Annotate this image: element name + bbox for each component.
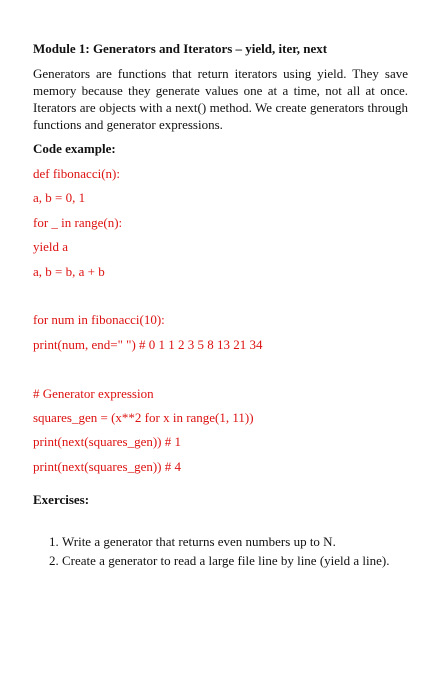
module-title: Module 1: Generators and Iterators – yield, iter, next	[33, 41, 328, 56]
code-heading: Code example:	[33, 141, 116, 156]
code-line: print(next(squares_gen)) # 4	[33, 458, 182, 474]
exercises-heading: Exercises:	[33, 491, 90, 507]
exercise-item: 2. Create a generator to read a large file line by line (yield a line).	[62, 551, 408, 570]
exercise-item: 1. Write a generator that returns even numbers up to N.	[62, 532, 408, 551]
code-line: a, b = b, a + b	[33, 263, 105, 279]
code-line-blank	[33, 360, 408, 377]
code-line: squares_gen = (x**2 for x in range(1, 11))	[33, 409, 254, 425]
code-line-blank	[33, 287, 408, 304]
code-example	[33, 165, 408, 475]
code-line: yield a	[33, 239, 69, 255]
code-line: a, b = 0, 1	[33, 190, 86, 206]
intro-paragraph: Generators are functions that return iterators using yield. They save memory because they generate values one at a time, not all at once. Iterators are objects with a next() method. We create generators through functions and generator expressions.	[33, 66, 408, 132]
exercise-list	[33, 532, 408, 570]
code-line: print(num, end=" ") # 0 1 1 2 3 5 8 13 21 34	[33, 336, 263, 352]
code-line: print(next(squares_gen)) # 1	[33, 434, 182, 450]
code-line: for num in fibonacci(10):	[33, 312, 165, 328]
code-line: for _ in range(n):	[33, 214, 123, 230]
code-line: def fibonacci(n):	[33, 166, 120, 181]
code-line: # Generator expression	[33, 385, 154, 401]
document-page	[33, 40, 408, 570]
